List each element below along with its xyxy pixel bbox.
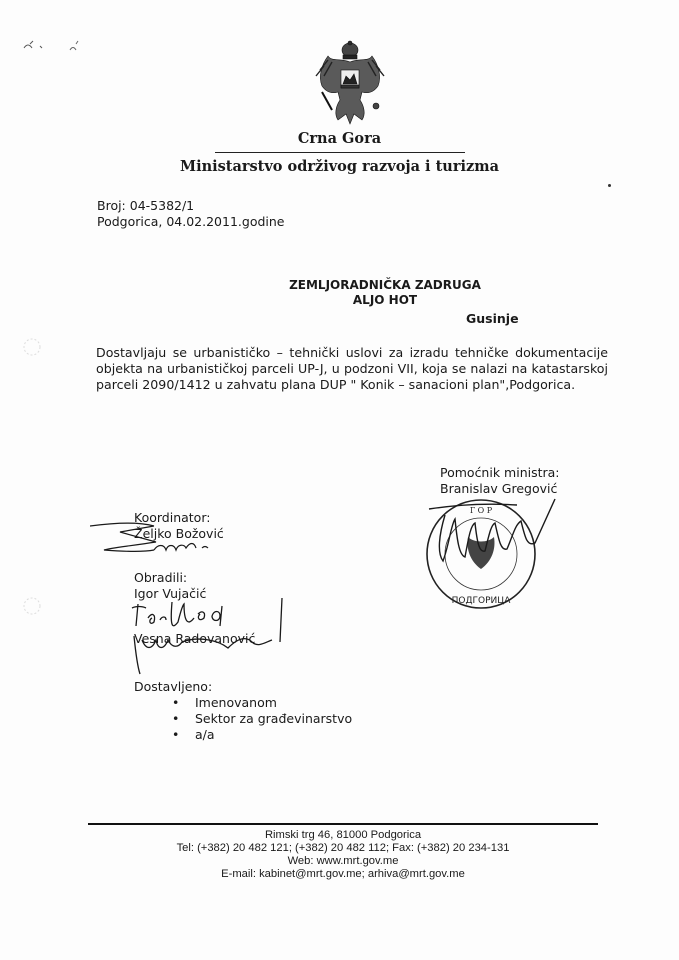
scan-artifact-icon [20,38,90,58]
preparer-name-1: Igor Vujačić [134,586,207,601]
ministry-name: Ministarstvo održivog razvoja i turizma [180,158,499,175]
recipient-line-2: ALJO HOT [352,293,418,307]
bullet-icon: • [172,727,180,742]
header-divider [215,152,465,153]
footer-address: Rimski trg 46, 81000 Podgorica [264,829,422,841]
footer-divider [88,823,598,825]
footer-web: Web: www.mrt.gov.me [287,855,399,867]
distribution-item: • Sektor za građevinarstvo [172,711,353,726]
distribution-item: • a/a [172,727,215,742]
montenegro-coat-of-arms-icon [310,40,390,130]
stamp-text-top: Г О Р [469,506,493,515]
country-name: Crna Gora [297,130,382,147]
stamp-text-bottom: ПОДГОРИЦА [451,596,511,606]
body-paragraph: Dostavljaju se urbanističko – tehnički uslovi za izradu tehničke dokumentacije objekta na urbanističkoj parceli UP-J, u podzoni VII, koja se nalazi na katastarskoj parceli 2090/1412 u zahvatu plana DUP " Konik – sanacioni plan",Podgorica. [96,345,608,392]
signatory-name: Branislav Gregović [440,481,558,496]
coordinator-name: Željko Božović [134,526,224,541]
place-and-date: Podgorica, 04.02.2011.godine [97,214,285,229]
distribution-label: Dostavljeno: [134,679,213,694]
recipient-city: Gusinje [466,311,519,326]
recipient-line-1: ZEMLJORADNIČKA ZADRUGA [289,278,481,292]
footer-email: E-mail: kabinet@mrt.gov.me; arhiva@mrt.gov.me [221,868,465,880]
signature-bozovic-icon [90,518,230,560]
coordinator-label: Koordinator: [134,510,211,525]
distribution-item: • Imenovanom [172,695,277,710]
punch-hole-icon [20,335,44,359]
distribution-list [172,695,352,743]
bullet-icon: • [172,711,180,726]
scan-dot [608,184,611,187]
document-number: Broj: 04-5382/1 [97,198,195,213]
signature-gregovic-icon [425,495,565,575]
signatory-title: Pomoćnik ministra: [440,465,560,480]
bullet-icon: • [172,695,180,710]
footer-phones: Tel: (+382) 20 482 121; (+382) 20 482 112; Fax: (+382) 20 234-131 [176,842,510,854]
signature-vujacic-radovanovic-icon [128,596,298,678]
prepared-by-label: Obradili: [134,570,188,585]
preparer-name-2: Vesna Radovanović [134,631,256,646]
punch-hole-icon [20,594,44,618]
